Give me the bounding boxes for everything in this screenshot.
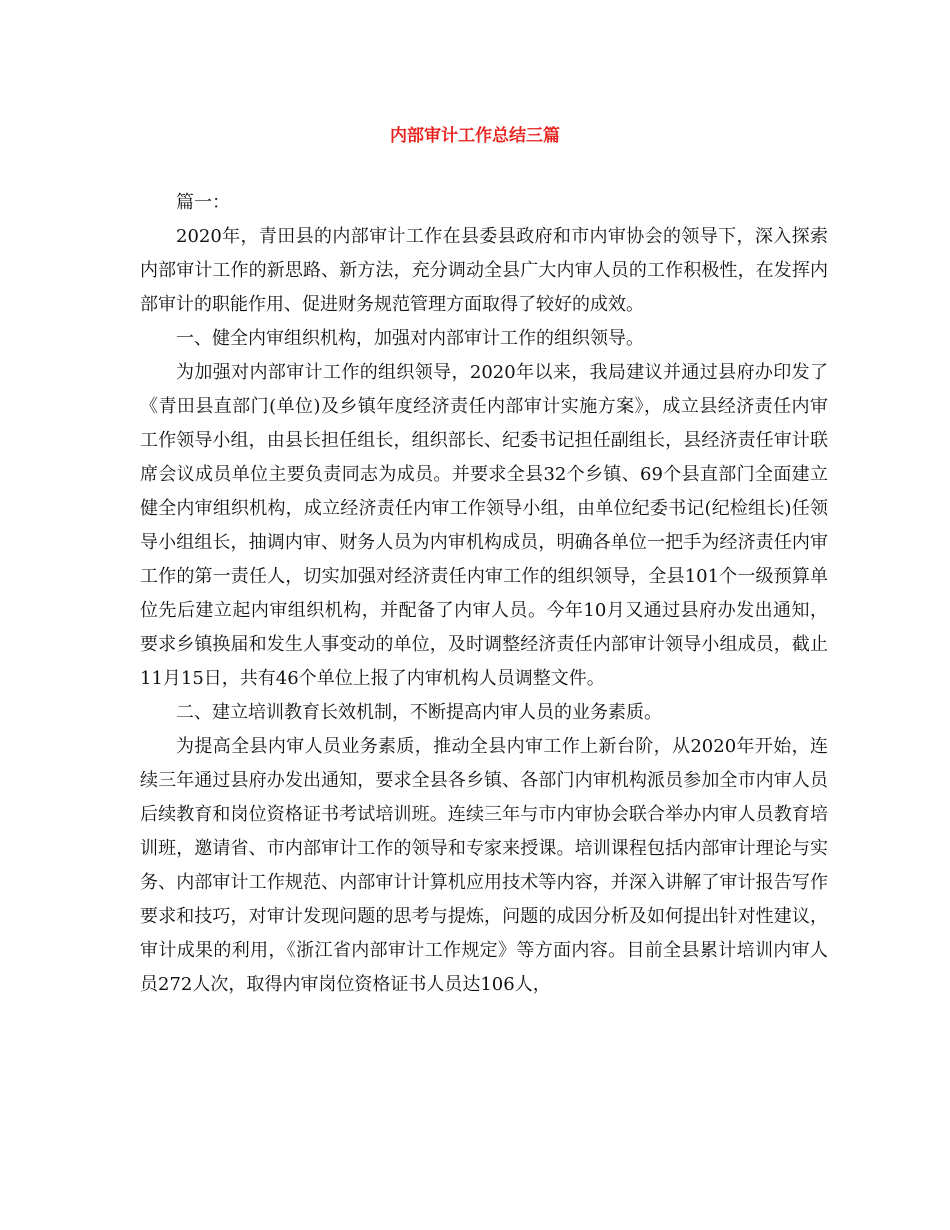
section-heading-part-one: 篇一： — [176, 192, 230, 213]
organization-paragraph: 为加强对内部审计工作的组织领导，2020年以来，我局建议并通过县府办印发了《青田县直部门(单位)及乡镇年度经济责任内部审计实施方案》，成立县经济责任内审工作领导小组，由县长担任组长，组织部长、纪委书记担任副组长，县经济责任审计联席会议成员单位主要负责同志为成员。并要求全县32个乡镇、69个县直部门全面建立健全内审组织机构，成立经济责任内审工作领导小组，由单位纪委书记(纪检组长)任领导小组组长，抽调内审、财务人员为内审机构成员，明确各单位一把手为经济责任内审工作的第一责任人，切实加强对经济责任内审工作的组织领导，全县101个一级预算单位先后建立起内审组织机构，并配备了内审人员。今年10月又通过县府办发出通知，要求乡镇换届和发生人事变动的单位，及时调整经济责任内部审计领导小组成员，截止11月15日，共有46个单位上报了内审机构人员调整文件。 — [140, 362, 828, 689]
document-body — [140, 186, 828, 1002]
section-heading-training: 二、建立培训教育长效机制，不断提高内审人员的业务素质。 — [176, 702, 662, 723]
intro-paragraph: 2020年，青田县的内部审计工作在县委县政府和市内审协会的领导下，深入探索内部审计工作的新思路、新方法，充分调动全县广大内审人员的工作积极性，在发挥内部审计的职能作用、促进财务规范管理方面取得了较好的成效。 — [140, 226, 828, 315]
section-heading-organization: 一、健全内审组织机构，加强对内部审计工作的组织领导。 — [176, 328, 644, 349]
document-title: 内部审计工作总结三篇 — [390, 126, 560, 146]
training-paragraph: 为提高全县内审人员业务素质，推动全县内审工作上新台阶，从2020年开始，连续三年通过县府办发出通知，要求全县各乡镇、各部门内审机构派员参加全市内审人员后续教育和岗位资格证书考试培训班。连续三年与市内审协会联合举办内审人员教育培训班，邀请省、市内部审计工作的领导和专家来授课。培训课程包括内部审计理论与实务、内部审计工作规范、内部审计计算机应用技术等内容，并深入讲解了审计报告写作要求和技巧，对审计发现问题的思考与提炼，问题的成因分析及如何提出针对性建议，审计成果的利用，《浙江省内部审计工作规定》等方面内容。目前全县累计培训内审人员272人次，取得内审岗位资格证书人员达106人， — [140, 736, 828, 995]
